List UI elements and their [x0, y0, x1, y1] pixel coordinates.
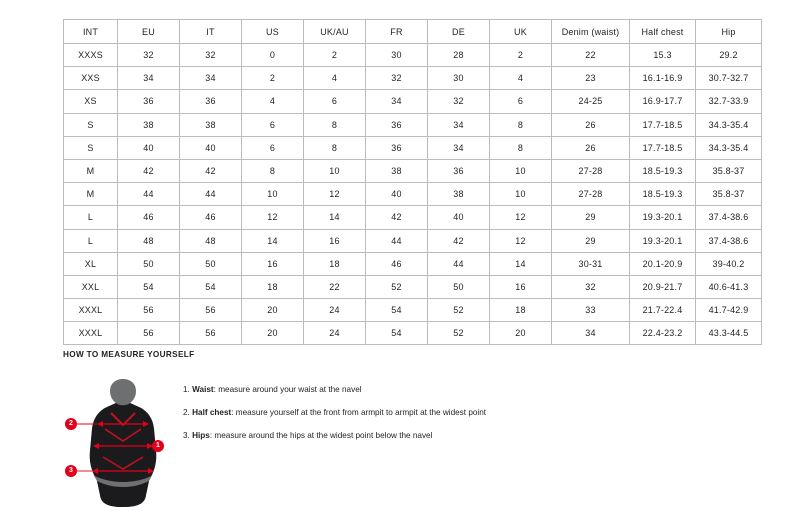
table-cell-int: M [64, 183, 118, 206]
table-cell-eu: 56 [118, 322, 180, 345]
table-cell-uk: 8 [490, 136, 552, 159]
table-cell-us: 16 [242, 252, 304, 275]
table-cell-denim-waist: 27-28 [552, 183, 630, 206]
table-row [64, 229, 762, 252]
table-cell-uk: 12 [490, 206, 552, 229]
table-cell-it: 46 [180, 206, 242, 229]
how-to-measure-section [63, 350, 743, 513]
table-cell-de: 34 [428, 113, 490, 136]
table-cell-denim-waist: 23 [552, 67, 630, 90]
table-cell-de: 42 [428, 229, 490, 252]
table-cell-it: 44 [180, 183, 242, 206]
table-cell-it: 40 [180, 136, 242, 159]
table-cell-hip: 37.4-38.6 [696, 229, 762, 252]
table-cell-fr: 40 [366, 183, 428, 206]
measure-item-number: 3. [183, 431, 193, 440]
mannequin-figure [63, 373, 183, 513]
table-cell-de: 40 [428, 206, 490, 229]
table-cell-de: 38 [428, 183, 490, 206]
measure-item-text: : measure yourself at the front from armpit to armpit at the widest point [231, 408, 487, 417]
table-cell-int: XS [64, 90, 118, 113]
measure-instruction-item [183, 431, 486, 441]
table-cell-it: 34 [180, 67, 242, 90]
table-cell-uk: 4 [490, 67, 552, 90]
table-cell-int: L [64, 229, 118, 252]
table-cell-denim-waist: 29 [552, 229, 630, 252]
measure-item-term: Half chest [192, 408, 232, 417]
table-cell-int: XXL [64, 275, 118, 298]
table-cell-half-chest: 19.3-20.1 [630, 206, 696, 229]
table-cell-it: 42 [180, 159, 242, 182]
table-cell-eu: 46 [118, 206, 180, 229]
table-cell-int: S [64, 113, 118, 136]
table-cell-uk-au: 14 [304, 206, 366, 229]
table-cell-half-chest: 16.1-16.9 [630, 67, 696, 90]
table-cell-uk: 14 [490, 252, 552, 275]
table-cell-denim-waist: 26 [552, 113, 630, 136]
table-cell-denim-waist: 27-28 [552, 159, 630, 182]
table-cell-us: 2 [242, 67, 304, 90]
table-cell-de: 52 [428, 322, 490, 345]
column-header-int: INT [64, 20, 118, 44]
table-cell-half-chest: 17.7-18.5 [630, 113, 696, 136]
table-cell-int: XXXS [64, 44, 118, 67]
table-cell-hip: 39-40.2 [696, 252, 762, 275]
table-cell-uk-au: 6 [304, 90, 366, 113]
table-cell-int: XXXL [64, 299, 118, 322]
table-cell-eu: 36 [118, 90, 180, 113]
table-cell-denim-waist: 26 [552, 136, 630, 159]
table-cell-fr: 52 [366, 275, 428, 298]
table-cell-us: 20 [242, 322, 304, 345]
table-row [64, 113, 762, 136]
table-cell-us: 6 [242, 113, 304, 136]
how-to-measure-title: HOW TO MEASURE YOURSELF [63, 350, 195, 359]
size-conversion-table [63, 19, 762, 345]
table-cell-uk-au: 22 [304, 275, 366, 298]
table-cell-half-chest: 22.4-23.2 [630, 322, 696, 345]
table-cell-fr: 34 [366, 90, 428, 113]
table-cell-us: 6 [242, 136, 304, 159]
table-cell-fr: 38 [366, 159, 428, 182]
table-cell-int: XXS [64, 67, 118, 90]
table-cell-half-chest: 20.9-21.7 [630, 275, 696, 298]
column-header-uk-au: UK/AU [304, 20, 366, 44]
table-cell-it: 48 [180, 229, 242, 252]
table-cell-denim-waist: 24-25 [552, 90, 630, 113]
table-cell-hip: 37.4-38.6 [696, 206, 762, 229]
table-cell-uk-au: 24 [304, 322, 366, 345]
table-cell-de: 44 [428, 252, 490, 275]
figure-marker-1: 1 [152, 440, 164, 452]
table-cell-uk-au: 8 [304, 113, 366, 136]
table-cell-de: 30 [428, 67, 490, 90]
mannequin-illustration [63, 373, 183, 513]
table-cell-hip: 41.7-42.9 [696, 299, 762, 322]
table-cell-uk: 16 [490, 275, 552, 298]
table-cell-it: 38 [180, 113, 242, 136]
table-cell-uk-au: 4 [304, 67, 366, 90]
table-cell-it: 36 [180, 90, 242, 113]
table-row [64, 183, 762, 206]
table-cell-int: XXXL [64, 322, 118, 345]
table-cell-denim-waist: 29 [552, 206, 630, 229]
table-cell-uk-au: 24 [304, 299, 366, 322]
measure-item-term: Hips [192, 431, 210, 440]
table-cell-uk: 8 [490, 113, 552, 136]
measure-item-text: : measure around the hips at the widest point below the navel [209, 431, 433, 440]
table-cell-us: 12 [242, 206, 304, 229]
table-cell-eu: 44 [118, 183, 180, 206]
table-cell-uk-au: 10 [304, 159, 366, 182]
table-cell-it: 56 [180, 322, 242, 345]
table-cell-eu: 34 [118, 67, 180, 90]
table-cell-hip: 43.3-44.5 [696, 322, 762, 345]
column-header-uk: UK [490, 20, 552, 44]
table-cell-de: 28 [428, 44, 490, 67]
table-cell-half-chest: 21.7-22.4 [630, 299, 696, 322]
table-cell-uk-au: 2 [304, 44, 366, 67]
table-cell-eu: 48 [118, 229, 180, 252]
table-cell-de: 32 [428, 90, 490, 113]
table-cell-eu: 56 [118, 299, 180, 322]
table-cell-it: 54 [180, 275, 242, 298]
table-cell-us: 4 [242, 90, 304, 113]
column-header-it: IT [180, 20, 242, 44]
table-cell-hip: 34.3-35.4 [696, 136, 762, 159]
table-cell-uk: 20 [490, 322, 552, 345]
table-cell-de: 50 [428, 275, 490, 298]
table-cell-uk-au: 16 [304, 229, 366, 252]
table-cell-hip: 30.7-32.7 [696, 67, 762, 90]
table-row [64, 159, 762, 182]
measure-item-text: : measure around your waist at the navel [213, 385, 362, 394]
table-cell-int: XL [64, 252, 118, 275]
table-row [64, 136, 762, 159]
figure-marker-2: 2 [65, 418, 77, 430]
column-header-half-chest: Half chest [630, 20, 696, 44]
table-cell-denim-waist: 30-31 [552, 252, 630, 275]
table-cell-us: 14 [242, 229, 304, 252]
column-header-hip: Hip [696, 20, 762, 44]
table-cell-fr: 46 [366, 252, 428, 275]
table-row [64, 275, 762, 298]
table-cell-uk: 10 [490, 183, 552, 206]
table-cell-it: 56 [180, 299, 242, 322]
table-cell-half-chest: 20.1-20.9 [630, 252, 696, 275]
table-row [64, 206, 762, 229]
measure-item-number: 2. [183, 408, 193, 417]
column-header-denim-waist: Denim (waist) [552, 20, 630, 44]
table-cell-fr: 54 [366, 322, 428, 345]
table-row [64, 44, 762, 67]
table-cell-uk: 18 [490, 299, 552, 322]
table-row [64, 90, 762, 113]
table-cell-half-chest: 18.5-19.3 [630, 159, 696, 182]
table-cell-half-chest: 16.9-17.7 [630, 90, 696, 113]
table-cell-eu: 42 [118, 159, 180, 182]
table-cell-it: 32 [180, 44, 242, 67]
table-cell-fr: 44 [366, 229, 428, 252]
table-cell-fr: 36 [366, 113, 428, 136]
figure-marker-3: 3 [65, 465, 77, 477]
table-cell-fr: 54 [366, 299, 428, 322]
table-cell-fr: 36 [366, 136, 428, 159]
table-cell-half-chest: 18.5-19.3 [630, 183, 696, 206]
table-cell-de: 52 [428, 299, 490, 322]
table-cell-denim-waist: 34 [552, 322, 630, 345]
table-cell-it: 50 [180, 252, 242, 275]
table-cell-us: 18 [242, 275, 304, 298]
table-cell-uk-au: 18 [304, 252, 366, 275]
table-cell-hip: 29.2 [696, 44, 762, 67]
table-cell-int: L [64, 206, 118, 229]
table-cell-de: 34 [428, 136, 490, 159]
table-cell-uk: 6 [490, 90, 552, 113]
table-cell-hip: 32.7-33.9 [696, 90, 762, 113]
table-row [64, 252, 762, 275]
table-cell-uk: 12 [490, 229, 552, 252]
table-cell-hip: 35.8-37 [696, 183, 762, 206]
table-cell-us: 20 [242, 299, 304, 322]
table-cell-half-chest: 17.7-18.5 [630, 136, 696, 159]
table-cell-int: M [64, 159, 118, 182]
table-cell-uk: 10 [490, 159, 552, 182]
table-header-row [64, 20, 762, 44]
table-cell-half-chest: 15.3 [630, 44, 696, 67]
table-row [64, 67, 762, 90]
measure-item-number: 1. [183, 385, 193, 394]
table-row [64, 322, 762, 345]
table-cell-us: 0 [242, 44, 304, 67]
measure-instruction-list [183, 385, 486, 454]
table-cell-eu: 38 [118, 113, 180, 136]
table-cell-us: 10 [242, 183, 304, 206]
column-header-us: US [242, 20, 304, 44]
table-cell-hip: 34.3-35.4 [696, 113, 762, 136]
column-header-de: DE [428, 20, 490, 44]
table-cell-fr: 30 [366, 44, 428, 67]
table-cell-hip: 40.6-41.3 [696, 275, 762, 298]
table-cell-denim-waist: 22 [552, 44, 630, 67]
column-header-eu: EU [118, 20, 180, 44]
table-cell-fr: 32 [366, 67, 428, 90]
table-cell-fr: 42 [366, 206, 428, 229]
table-cell-denim-waist: 32 [552, 275, 630, 298]
table-row [64, 299, 762, 322]
measure-instruction-item [183, 408, 486, 418]
table-cell-eu: 50 [118, 252, 180, 275]
table-cell-uk-au: 12 [304, 183, 366, 206]
table-cell-hip: 35.8-37 [696, 159, 762, 182]
table-cell-us: 8 [242, 159, 304, 182]
table-cell-uk-au: 8 [304, 136, 366, 159]
table-cell-de: 36 [428, 159, 490, 182]
table-cell-eu: 40 [118, 136, 180, 159]
measure-item-term: Waist [192, 385, 214, 394]
table-cell-eu: 32 [118, 44, 180, 67]
column-header-fr: FR [366, 20, 428, 44]
table-cell-uk: 2 [490, 44, 552, 67]
table-cell-eu: 54 [118, 275, 180, 298]
table-cell-int: S [64, 136, 118, 159]
table-cell-denim-waist: 33 [552, 299, 630, 322]
measure-instruction-item [183, 385, 486, 395]
table-cell-half-chest: 19.3-20.1 [630, 229, 696, 252]
